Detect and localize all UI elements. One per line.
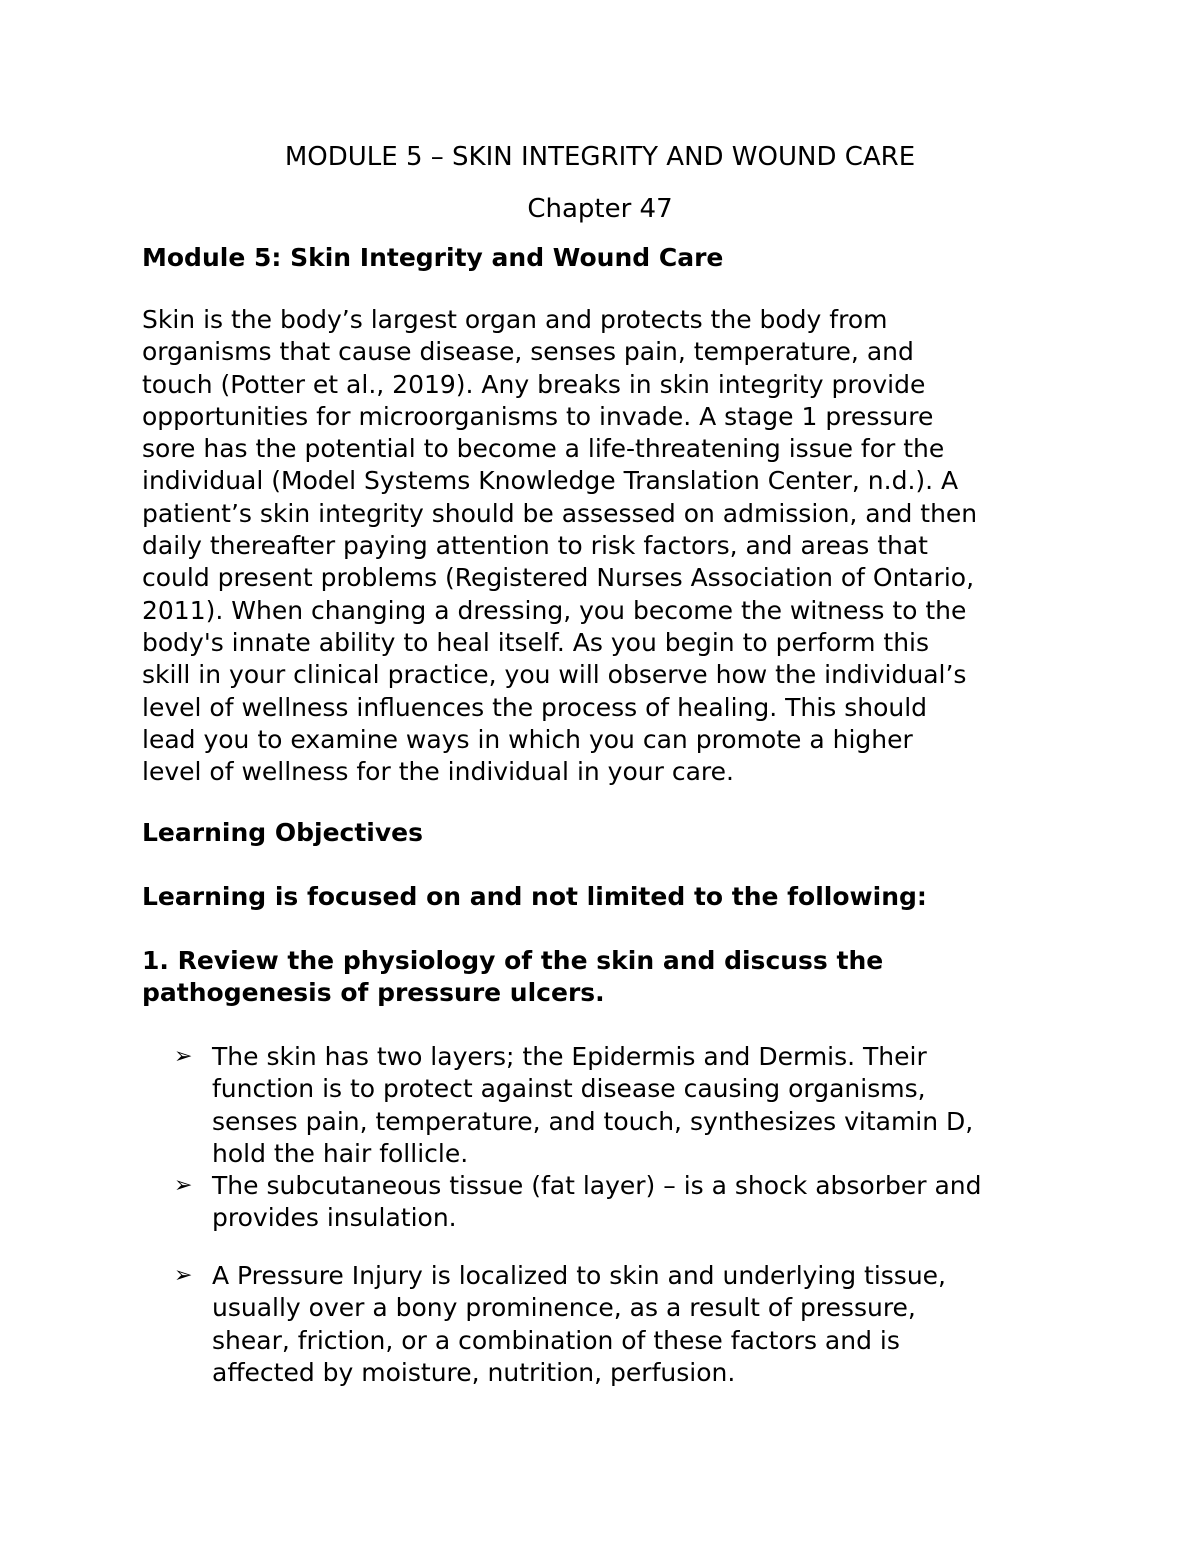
intro-line: could present problems (Registered Nurses Association of Ontario, [142,563,975,593]
learning-focus-heading: Learning is focused on and not limited to the following: [142,882,927,911]
document-title: MODULE 5 – SKIN INTEGRITY AND WOUND CARE [284,142,916,172]
intro-paragraph [142,304,1072,788]
bullet-line: function is to protect against disease causing organisms, [212,1074,926,1104]
bullet-line: hold the hair follicle. [212,1138,469,1168]
intro-line: daily thereafter paying attention to risk factors, and areas that [142,531,928,561]
intro-line: 2011). When changing a dressing, you become the witness to the [142,595,967,625]
bullet-line: A Pressure Injury is localized to skin and underlying tissue, [212,1261,947,1290]
bullet-line: senses pain, temperature, and touch, synthesizes vitamin D, [212,1106,974,1136]
module-heading: Module 5: Skin Integrity and Wound Care [142,243,724,272]
intro-line: organisms that cause disease, senses pain, temperature, and [142,337,914,367]
objective-1-line: 1. Review the physiology of the skin and discuss the [142,946,884,975]
arrow-bullet-icon: ➢ [174,1173,193,1198]
arrow-bullet-icon: ➢ [174,1044,193,1069]
learning-objectives-heading: Learning Objectives [142,818,423,847]
intro-line: lead you to examine ways in which you can promote a higher [142,724,913,754]
intro-line: skill in your clinical practice, you will observe how the individual’s [142,660,967,690]
bullet-line: shear, friction, or a combination of these factors and is [212,1325,900,1355]
objective-1-heading [142,945,1072,1010]
bullet-line: The subcutaneous tissue (fat layer) – is a shock absorber and [212,1171,982,1200]
intro-line: level of wellness for the individual in your care. [142,757,734,787]
bullet-line: affected by moisture, nutrition, perfusion. [212,1357,736,1387]
intro-line: touch (Potter et al., 2019). Any breaks in skin integrity provide [142,369,926,399]
intro-line: body's innate ability to heal itself. As you begin to perform this [142,627,930,657]
intro-line: opportunities for microorganisms to invade. A stage 1 pressure [142,401,934,431]
intro-line: Skin is the body’s largest organ and protects the body from [142,305,888,334]
objective-1-line: pathogenesis of pressure ulcers. [142,978,605,1008]
bullet-line: provides insulation. [212,1203,457,1233]
intro-line: individual (Model Systems Knowledge Translation Center, n.d.). A [142,466,959,496]
arrow-bullet-icon: ➢ [174,1263,193,1288]
bullet-line: usually over a bony prominence, as a result of pressure, [212,1293,916,1323]
intro-line: level of wellness influences the process of healing. This should [142,692,928,722]
chapter-label: Chapter 47 [527,194,673,224]
intro-line: patient’s skin integrity should be assessed on admission, and then [142,498,978,528]
bullet-line: The skin has two layers; the Epidermis and Dermis. Their [212,1042,927,1071]
intro-line: sore has the potential to become a life-threatening issue for the [142,434,945,464]
